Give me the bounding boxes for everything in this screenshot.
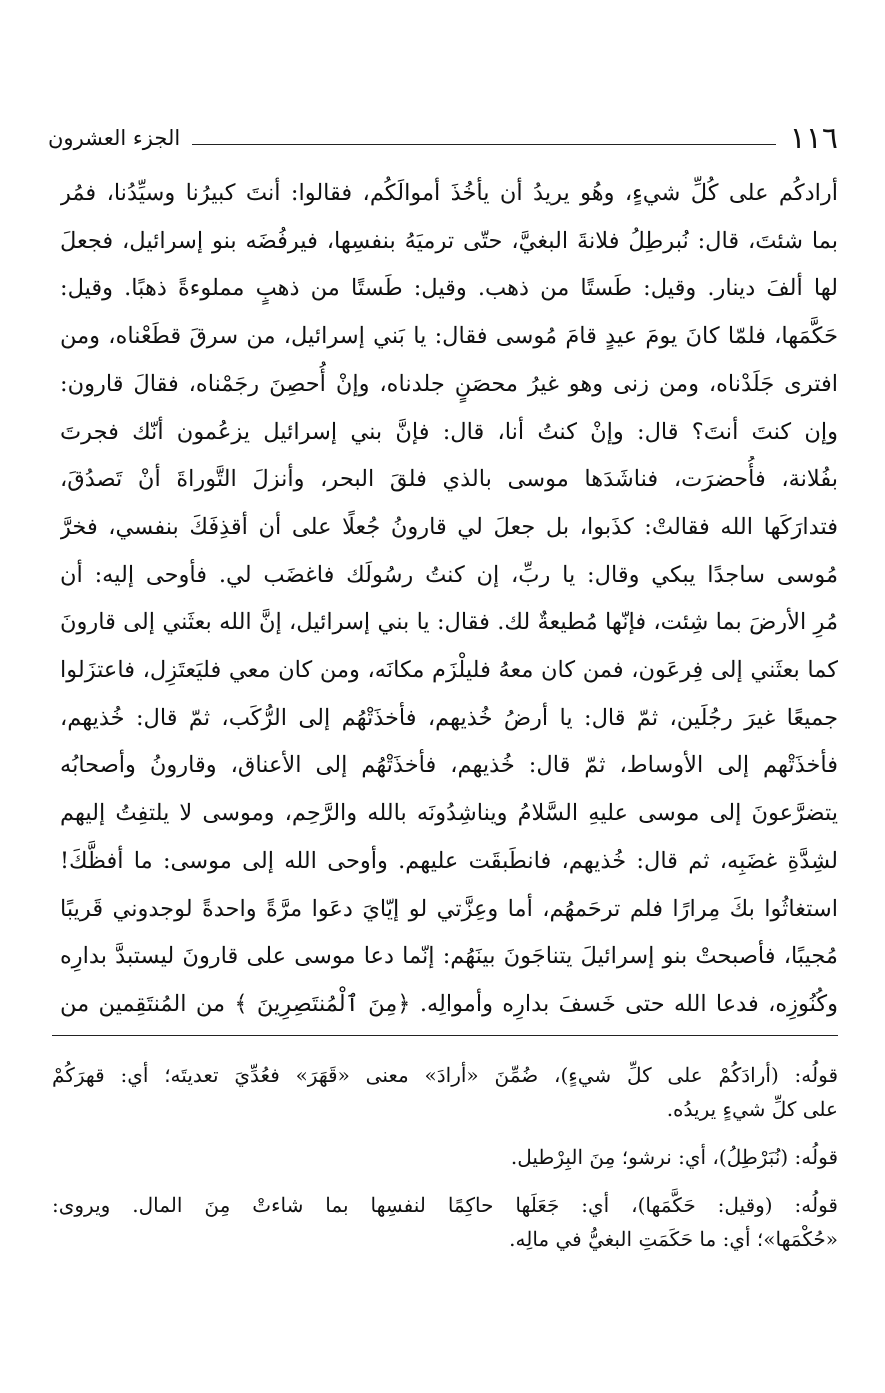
footnote [52, 1058, 838, 1126]
footnote-line: قولُه: (وقيل: حَكَّمَها)، أي: جَعَلَها حاكِمًا لنفسِها بما شاءتْ مِنَ المال. ويروى: [52, 1193, 838, 1217]
text-line: كما بعثَني إلى فِرعَون، فمن كان معهُ فليلْزَم مكانَه، ومن كان معي فليَعتَزِل، فاعتزَلوا [60, 657, 838, 684]
text-line: حَكَّمَها، فلمّا كانَ يومَ عيدٍ قامَ مُوسى فقال: يا بَني إسرائيل، من سرقَ قطَعْناه، ومن [60, 323, 838, 350]
footnote [52, 1188, 838, 1256]
text-line: مُوسى ساجدًا يبكي وقال: يا ربِّ، إن كنتُ رسُولَك فاغضَب لي. فأوحى إليه: أن [60, 561, 838, 588]
text-line: وكُنُوزِه، فدعا الله حتى خَسفَ بدارِه وأموالِه. ﴿مِنَ ٱلْمُنتَصِرِينَ ﴾ من المُنتَقِمين من [60, 990, 838, 1017]
running-header [48, 118, 838, 158]
volume-title: الجزء العشرون [48, 126, 181, 150]
text-line: وإن كنتَ أنتَ؟ قال: وإنْ كنتُ أنا، قال: فإنَّ بني إسرائيل يزعُمون أنّك فجرتَ [60, 418, 838, 445]
text-line: يتضرَّعونَ إلى موسى عليهِ السَّلامُ ويناشِدُونَه بالله والرَّحِم، وموسى لا يلتفِتُ إليهم [60, 800, 838, 827]
main-text-block [60, 170, 838, 1029]
text-line: افترى جَلَدْناه، ومن زنى وهو غيرُ محصَنٍ جلدناه، وإنْ أُحصِنَ رجَمْناه، فقالَ قارون: [60, 370, 838, 397]
text-line: مُجيبًا، فأصبحتْ بنو إسرائيلَ يتناجَونَ بينَهُم: إنّما دعا موسى على قارونَ ليستبدَّ بدارِه [60, 943, 838, 970]
footnote-line: قولُه: (نُبَرْطِلُ)، أي: نرشو؛ مِنَ البِرْطيل. [510, 1145, 838, 1169]
footnotes-block [52, 1058, 838, 1270]
footnote [52, 1140, 838, 1174]
footnote-line: «حُكْمَها»؛ أي: ما حَكَمَتِ البغيُّ في مالِه. [509, 1227, 838, 1251]
header-rule [192, 144, 775, 145]
text-line: فأخذَتْهم إلى الأوساط، ثمّ قال: خُذيهم، فأخذَتْهُم إلى الأعناق، وقارونُ وأصحابُه [60, 752, 838, 779]
text-line: أرادكُم على كُلِّ شيءٍ، وهُو يريدُ أن يأخُذَ أموالَكُم، فقالوا: أنتَ كبيرُنا وسيِّدُنا، فمُر [60, 180, 838, 206]
text-line: جميعًا غيرَ رجُلَين، ثمّ قال: يا أرضُ خُذيهم، فأخذَتْهُم إلى الرُّكَب، ثمّ قال: خُذيهم، [60, 704, 838, 731]
text-line: بفُلانة، فأُحضرَت، فناشَدَها موسى بالذي فلقَ البحر، وأنزلَ التَّوراةَ أنْ تَصدُقَ، [60, 466, 838, 493]
text-line: لشِدَّةِ غضَبِه، ثم قال: خُذيهم، فانطَبقَت عليهم. وأوحى الله إلى موسى: ما أفظَّكَ! [60, 847, 838, 874]
text-line: استغاثُوا بكَ مِرارًا فلم ترحَمهُم، أما وعِزَّتي لو إيّايَ دعَوا مرَّةً واحدةً لوجدوني قَريبًا [60, 895, 838, 922]
footnote-separator [52, 1035, 838, 1036]
text-line: مُرِ الأرضَ بما شِئت، فإنّها مُطيعةٌ لك. فقال: يا بني إسرائيل، إنَّ الله بعثَني إلى قارونَ [60, 609, 838, 636]
footnote-line: قولُه: (أرادَكُمْ على كلِّ شيءٍ)، ضُمِّنَ «أرادَ» معنى «قَهَرَ» فعُدِّيَ تعديتَه؛ أي: قهرَكُمْ [52, 1063, 838, 1087]
page-number: ١١٦ [789, 120, 838, 156]
footnote-line: على كلِّ شيءٍ يريدُه. [666, 1097, 838, 1121]
text-line: بما شئتَ، قال: نُبرطِلُ فلانةَ البغيَّ، حتّى ترميَهُ بنفسِها، فيرفُضَه بنو إسرائيل، فجعلَ [60, 227, 838, 254]
text-line: فتدارَكَها الله فقالتْ: كذَبوا، بل جعلَ لي قارونُ جُعلًا على أن أقذِفَكَ بنفسي، فخرَّ [60, 513, 838, 540]
text-line: لها ألفَ دينار. وقيل: طَستًا من ذهب. وقيل: طَستًا من ذهبٍ مملوءةً ذهبًا. وقيل: [60, 275, 838, 302]
